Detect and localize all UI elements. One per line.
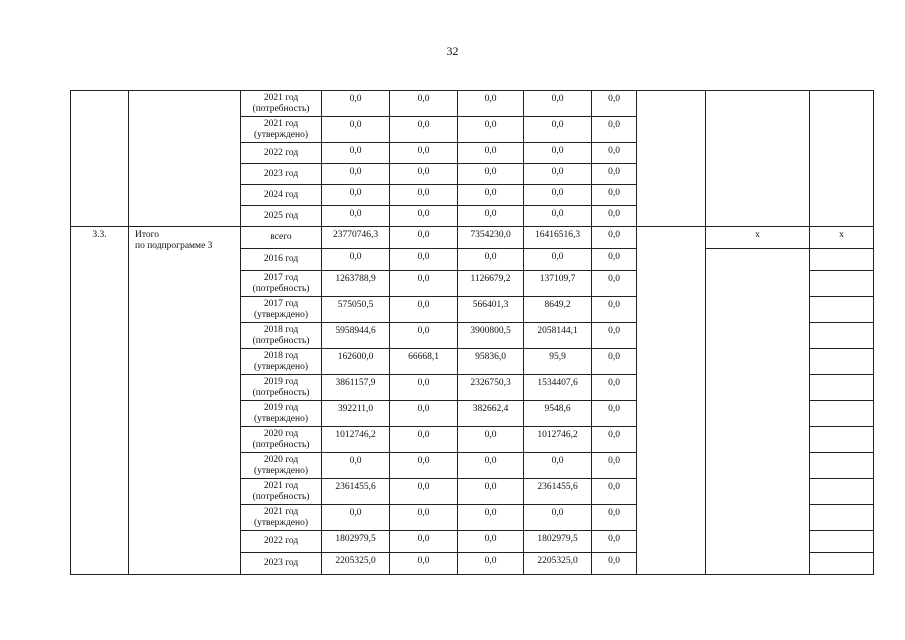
value-other: 0,0	[592, 401, 637, 427]
value-total: 1263788,9	[322, 271, 390, 297]
value-federal: 0,0	[390, 227, 458, 249]
period-cell: 2019 год (утверждено)	[241, 401, 322, 427]
value-other: 0,0	[592, 91, 637, 117]
period-cell: 2016 год	[241, 249, 322, 271]
executor-mark: х	[706, 227, 810, 249]
value-regional: 0,0	[458, 553, 524, 575]
value-regional: 382662,4	[458, 401, 524, 427]
value-local: 0,0	[524, 91, 592, 117]
value-federal: 0,0	[390, 117, 458, 143]
value-local: 0,0	[524, 249, 592, 271]
indicator-cell	[810, 271, 874, 297]
value-local: 137109,7	[524, 271, 592, 297]
value-other: 0,0	[592, 553, 637, 575]
value-total: 0,0	[322, 185, 390, 206]
value-other: 0,0	[592, 427, 637, 453]
value-local: 2205325,0	[524, 553, 592, 575]
table-row	[71, 91, 874, 117]
value-total: 0,0	[322, 453, 390, 479]
value-other: 0,0	[592, 249, 637, 271]
value-local: 0,0	[524, 117, 592, 143]
value-total: 0,0	[322, 91, 390, 117]
section-number: 3.3.	[71, 227, 129, 575]
value-federal: 0,0	[390, 143, 458, 164]
value-local: 0,0	[524, 453, 592, 479]
value-federal: 0,0	[390, 206, 458, 227]
value-federal: 0,0	[390, 453, 458, 479]
value-other: 0,0	[592, 479, 637, 505]
indicator-cell	[810, 553, 874, 575]
value-regional: 0,0	[458, 206, 524, 227]
period-cell: 2023 год	[241, 164, 322, 185]
value-local: 0,0	[524, 143, 592, 164]
period-cell: 2025 год	[241, 206, 322, 227]
value-other: 0,0	[592, 185, 637, 206]
value-other: 0,0	[592, 143, 637, 164]
value-total: 1012746,2	[322, 427, 390, 453]
period-cell: 2018 год (потребность)	[241, 323, 322, 349]
indicator-cell	[810, 375, 874, 401]
value-regional: 0,0	[458, 185, 524, 206]
section-name: Итого по подпрограмме 3	[129, 227, 241, 575]
value-other: 0,0	[592, 271, 637, 297]
value-regional: 566401,3	[458, 297, 524, 323]
indicator-cell	[810, 349, 874, 375]
executor-cell	[706, 249, 810, 575]
value-federal: 0,0	[390, 271, 458, 297]
value-local: 9548,6	[524, 401, 592, 427]
value-regional: 0,0	[458, 427, 524, 453]
indicator-cell	[810, 427, 874, 453]
table-row	[71, 227, 874, 249]
indicator-mark: х	[810, 227, 874, 249]
value-local: 0,0	[524, 206, 592, 227]
value-regional: 0,0	[458, 453, 524, 479]
period-cell: 2020 год (потребность)	[241, 427, 322, 453]
value-federal: 0,0	[390, 323, 458, 349]
indicator-cell	[810, 479, 874, 505]
period-cell: 2021 год (потребность)	[241, 479, 322, 505]
value-total: 0,0	[322, 206, 390, 227]
value-federal: 0,0	[390, 185, 458, 206]
value-other: 0,0	[592, 349, 637, 375]
extra-cell-2	[706, 91, 810, 227]
period-cell: 2017 год (потребность)	[241, 271, 322, 297]
value-total: 162600,0	[322, 349, 390, 375]
indicator-cell	[810, 297, 874, 323]
period-cell: 2023 год	[241, 553, 322, 575]
value-total: 0,0	[322, 143, 390, 164]
value-regional: 95836,0	[458, 349, 524, 375]
value-regional: 0,0	[458, 164, 524, 185]
value-local: 1802979,5	[524, 531, 592, 553]
value-regional: 0,0	[458, 249, 524, 271]
value-other: 0,0	[592, 227, 637, 249]
value-local: 0,0	[524, 164, 592, 185]
value-federal: 0,0	[390, 164, 458, 185]
value-federal: 66668,1	[390, 349, 458, 375]
value-total: 0,0	[322, 249, 390, 271]
value-total: 23770746,3	[322, 227, 390, 249]
period-cell: 2021 год (потребность)	[241, 91, 322, 117]
period-cell: всего	[241, 227, 322, 249]
period-cell: 2022 год	[241, 143, 322, 164]
name-cell	[129, 91, 241, 227]
value-federal: 0,0	[390, 297, 458, 323]
value-regional: 2326750,3	[458, 375, 524, 401]
value-regional: 7354230,0	[458, 227, 524, 249]
period-cell: 2021 год (утверждено)	[241, 117, 322, 143]
value-regional: 0,0	[458, 505, 524, 531]
value-local: 0,0	[524, 185, 592, 206]
value-regional: 1126679,2	[458, 271, 524, 297]
value-local: 1012746,2	[524, 427, 592, 453]
value-local: 2361455,6	[524, 479, 592, 505]
value-other: 0,0	[592, 453, 637, 479]
value-federal: 0,0	[390, 479, 458, 505]
value-federal: 0,0	[390, 531, 458, 553]
value-other: 0,0	[592, 323, 637, 349]
indicator-cell	[810, 531, 874, 553]
value-total: 0,0	[322, 117, 390, 143]
indicator-cell	[810, 505, 874, 531]
value-regional: 0,0	[458, 479, 524, 505]
indicator-cell	[810, 249, 874, 271]
period-cell: 2022 год	[241, 531, 322, 553]
value-other: 0,0	[592, 531, 637, 553]
value-regional: 0,0	[458, 91, 524, 117]
value-total: 392211,0	[322, 401, 390, 427]
value-federal: 0,0	[390, 505, 458, 531]
value-federal: 0,0	[390, 375, 458, 401]
value-total: 1802979,5	[322, 531, 390, 553]
value-local: 95,9	[524, 349, 592, 375]
value-local: 16416516,3	[524, 227, 592, 249]
extra-cell-1	[637, 227, 706, 575]
value-total: 5958944,6	[322, 323, 390, 349]
executor-cell	[810, 91, 874, 227]
number-cell	[71, 91, 129, 227]
value-other: 0,0	[592, 505, 637, 531]
period-cell: 2021 год (утверждено)	[241, 505, 322, 531]
value-federal: 0,0	[390, 91, 458, 117]
value-other: 0,0	[592, 117, 637, 143]
indicator-cell	[810, 401, 874, 427]
value-federal: 0,0	[390, 401, 458, 427]
value-total: 575050,5	[322, 297, 390, 323]
value-other: 0,0	[592, 206, 637, 227]
period-cell: 2024 год	[241, 185, 322, 206]
value-regional: 3900800,5	[458, 323, 524, 349]
period-cell: 2017 год (утверждено)	[241, 297, 322, 323]
value-regional: 0,0	[458, 117, 524, 143]
value-federal: 0,0	[390, 553, 458, 575]
budget-table	[70, 90, 874, 575]
value-local: 2058144,1	[524, 323, 592, 349]
value-local: 1534407,6	[524, 375, 592, 401]
value-total: 3861157,9	[322, 375, 390, 401]
period-cell: 2019 год (потребность)	[241, 375, 322, 401]
value-local: 0,0	[524, 505, 592, 531]
period-cell: 2020 год (утверждено)	[241, 453, 322, 479]
period-cell: 2018 год (утверждено)	[241, 349, 322, 375]
extra-cell-1	[637, 91, 706, 227]
value-other: 0,0	[592, 297, 637, 323]
value-total: 0,0	[322, 505, 390, 531]
value-total: 0,0	[322, 164, 390, 185]
value-regional: 0,0	[458, 143, 524, 164]
value-total: 2361455,6	[322, 479, 390, 505]
value-federal: 0,0	[390, 427, 458, 453]
value-other: 0,0	[592, 375, 637, 401]
indicator-cell	[810, 453, 874, 479]
value-federal: 0,0	[390, 249, 458, 271]
indicator-cell	[810, 323, 874, 349]
value-regional: 0,0	[458, 531, 524, 553]
value-other: 0,0	[592, 164, 637, 185]
page-number: 32	[446, 44, 459, 58]
value-total: 2205325,0	[322, 553, 390, 575]
value-local: 8649,2	[524, 297, 592, 323]
